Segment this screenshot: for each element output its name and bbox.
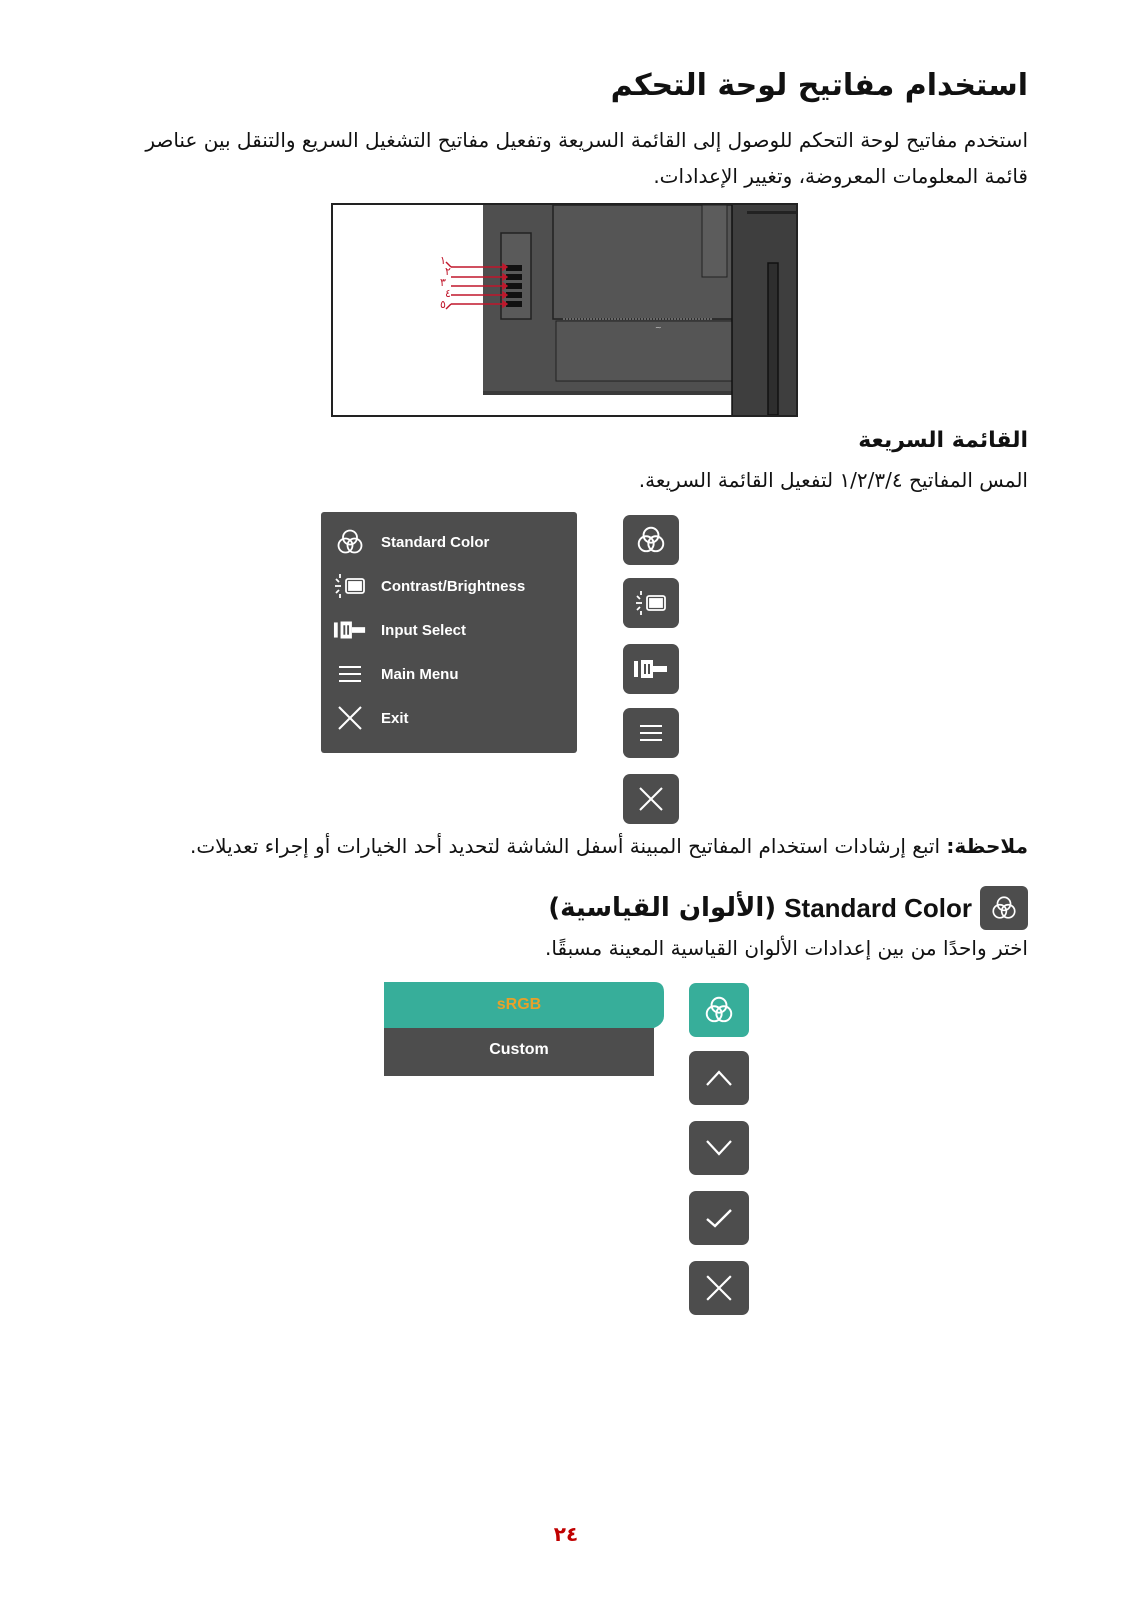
menu-item-label: Exit [381,709,409,727]
option-custom[interactable] [384,1028,654,1076]
input-select-icon [333,613,367,647]
exit-key[interactable] [689,1261,749,1315]
option-label: Custom [489,1041,549,1058]
standard-color-description: اختر واحدًا من بين إعدادات الألوان القياسية المعينة مسبقًا. [545,936,1028,960]
page-title: استخدام مفاتيح لوحة التحكم [610,68,1028,103]
menu-item-input-select[interactable] [321,608,577,652]
key-2-contrast-button[interactable] [623,578,679,628]
menu-item-main-menu[interactable] [321,652,577,696]
label-4: ٤ [445,287,451,300]
down-key[interactable] [689,1121,749,1175]
option-srgb-selected[interactable] [384,982,664,1028]
standard-color-title-ar: (الألوان القياسية) [548,893,777,923]
svg-text:~: ~ [655,323,662,332]
note-label: ملاحظة: [946,834,1028,858]
key-3-input-button[interactable] [623,644,679,694]
standard-color-heading [548,886,1028,930]
menu-lines-icon [638,723,664,743]
color-circles-icon [635,524,667,556]
menu-item-label: Main Menu [381,665,459,683]
menu-item-label: Contrast/Brightness [381,577,526,595]
note-paragraph [190,834,1028,858]
color-circles-icon [703,994,735,1026]
menu-item-label: Input Select [381,621,467,639]
contrast-brightness-icon [634,589,668,617]
label-2: ٢ [445,265,451,278]
option-label: sRGB [496,996,542,1013]
quick-menu-panel [321,512,577,753]
color-circles-icon [980,886,1028,930]
menu-item-contrast-brightness[interactable] [321,564,577,608]
monitor-back-illustration [331,203,798,417]
standard-color-title-en: Standard Color [784,892,972,923]
key-1-color-button[interactable] [623,515,679,565]
key-4-menu-button[interactable] [623,708,679,758]
confirm-key[interactable] [689,1191,749,1245]
chevron-down-icon [704,1138,734,1158]
button-number-labels [433,255,453,310]
label-3: ٣ [440,276,446,289]
chevron-up-icon [704,1068,734,1088]
menu-item-label: Standard Color [381,533,490,551]
close-icon [333,701,367,735]
close-icon [705,1274,733,1302]
input-select-icon [633,657,669,681]
note-text: اتبع إرشادات استخدام المفاتيح المبينة أسفل الشاشة لتحديد أحد الخيارات أو إجراء تعديلات. [190,834,947,858]
label-1: ١ [440,254,446,267]
label-5: ٥ [440,298,446,311]
menu-lines-icon [333,657,367,691]
selected-color-key[interactable] [689,983,749,1037]
page-number: ٢٤ [553,1522,579,1546]
check-icon [704,1207,734,1229]
quick-menu-description: المس المفاتيح ١/٢/٣/٤ لتفعيل القائمة السريعة. [638,468,1028,492]
quick-menu-heading: القائمة السريعة [858,428,1028,453]
menu-item-exit[interactable] [321,696,577,740]
key-5-exit-button[interactable] [623,774,679,824]
color-circles-icon [333,525,367,559]
intro-paragraph: استخدم مفاتيح لوحة التحكم للوصول إلى القائمة السريعة وتفعيل مفاتيح التشغيل السريع والتنقل بين عناصر قائمة المعلومات المعروضة، وتغيير الإعدادات. [145,128,1028,188]
menu-item-standard-color[interactable] [321,520,577,564]
up-key[interactable] [689,1051,749,1105]
close-icon [638,786,664,812]
contrast-brightness-icon [333,569,367,603]
